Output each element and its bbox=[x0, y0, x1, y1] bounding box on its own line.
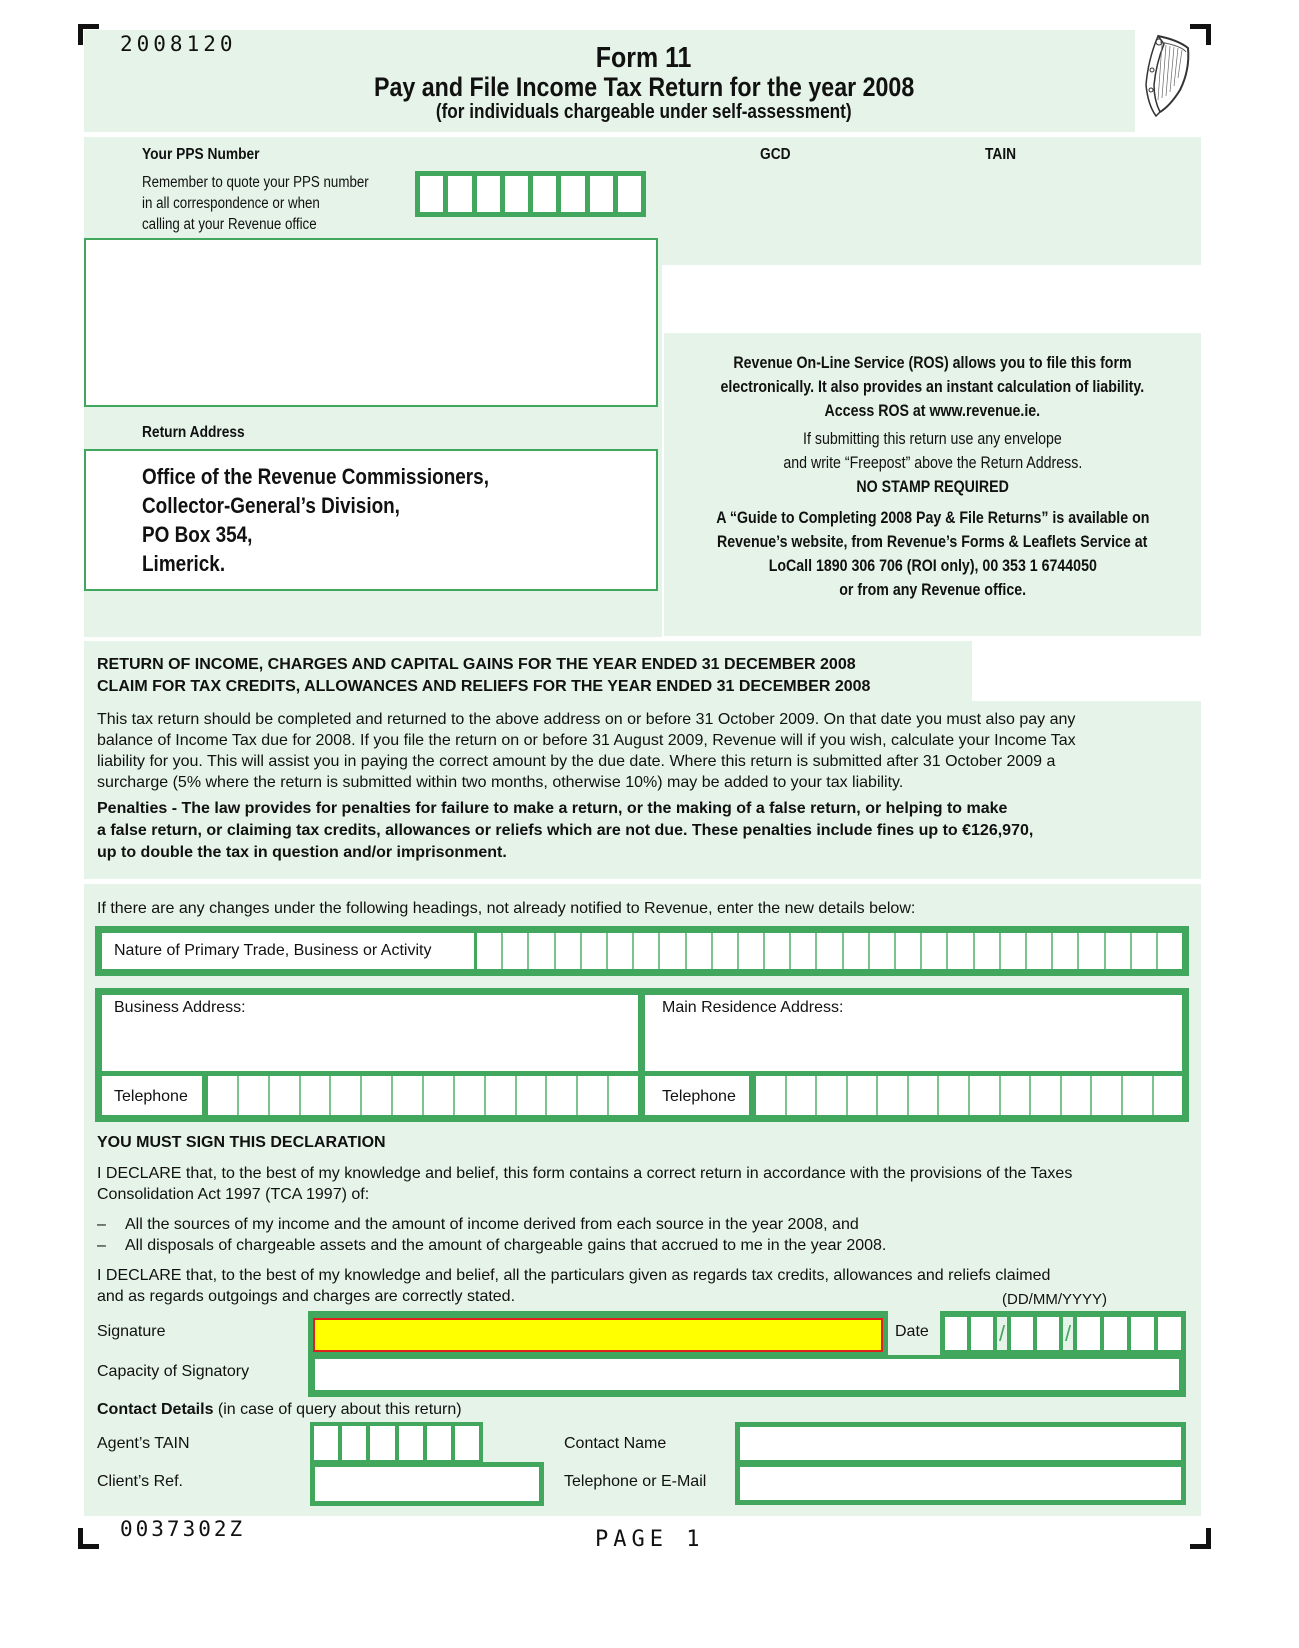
business-address-label: Business Address: bbox=[114, 999, 246, 1016]
character-cell[interactable] bbox=[331, 1076, 360, 1115]
character-cell[interactable] bbox=[239, 1076, 268, 1115]
form-code: 2008120 bbox=[120, 32, 237, 56]
character-cell[interactable] bbox=[909, 1076, 938, 1115]
character-cell[interactable] bbox=[634, 933, 658, 969]
character-cell[interactable] bbox=[370, 1426, 394, 1460]
trade-input[interactable] bbox=[477, 933, 1182, 969]
date-separator: / bbox=[997, 1317, 1007, 1350]
character-cell[interactable] bbox=[817, 933, 841, 969]
crop-mark-bottom-right bbox=[1190, 1528, 1211, 1549]
character-cell[interactable] bbox=[817, 1076, 846, 1115]
declaration-bullets bbox=[97, 1214, 886, 1256]
character-cell[interactable] bbox=[1106, 933, 1130, 969]
return-address-label: Return Address bbox=[142, 424, 245, 441]
envelope-info: If submitting this return use any envelope and write “Freepost” above the Return Address. bbox=[783, 430, 1082, 472]
character-cell[interactable] bbox=[945, 1317, 967, 1350]
character-cell[interactable] bbox=[1092, 1076, 1121, 1115]
character-cell[interactable] bbox=[517, 1076, 546, 1115]
character-cell[interactable] bbox=[1154, 1076, 1183, 1115]
character-cell[interactable] bbox=[1104, 1317, 1127, 1350]
character-cell[interactable] bbox=[660, 933, 684, 969]
residence-address-label: Main Residence Address: bbox=[662, 999, 844, 1016]
tain-label: TAIN bbox=[985, 146, 1017, 163]
residence-telephone-input[interactable] bbox=[756, 1076, 1182, 1115]
character-cell[interactable] bbox=[608, 933, 632, 969]
capacity-label: Capacity of Signatory bbox=[97, 1363, 250, 1380]
character-cell[interactable] bbox=[427, 1426, 451, 1460]
character-cell[interactable] bbox=[1031, 1076, 1060, 1115]
declaration-bullet: – All the sources of my income and the amount of income derived from each source in the year 2008, and bbox=[97, 1216, 859, 1233]
date-format-hint: (DD/MM/YYYY) bbox=[1002, 1291, 1107, 1308]
guide-info: A “Guide to Completing 2008 Pay & File Returns” is available on Revenue’s website, from Revenue’s Forms & Leaflets Service at LoCall 1890 306 706 (ROI only), 00 353 1 6744050 or from any Revenue office. bbox=[715, 509, 1150, 599]
character-cell[interactable] bbox=[1158, 1317, 1181, 1350]
character-cell[interactable] bbox=[609, 1076, 638, 1115]
penalties-notice: Penalties - The law provides for penalties for failure to make a return, or the making of a false return, or helping to make a false return, or claiming tax credits, allowances or reliefs which are not due. These penalties include fines up to €126,970, up to double the tax in question and/or imprisonment. bbox=[97, 800, 1034, 861]
character-cell[interactable] bbox=[486, 1076, 515, 1115]
character-cell[interactable] bbox=[301, 1076, 330, 1115]
character-cell[interactable] bbox=[590, 176, 613, 212]
date-day-input[interactable] bbox=[945, 1317, 993, 1350]
phone-email-label: Telephone or E-Mail bbox=[564, 1473, 707, 1490]
character-cell[interactable] bbox=[971, 1317, 993, 1350]
contact-name-label: Contact Name bbox=[564, 1435, 667, 1452]
character-cell[interactable] bbox=[399, 1426, 423, 1460]
character-cell[interactable] bbox=[342, 1426, 366, 1460]
agent-tain-label: Agent’s TAIN bbox=[97, 1435, 190, 1452]
character-cell[interactable] bbox=[1053, 933, 1077, 969]
character-cell[interactable] bbox=[844, 933, 868, 969]
declaration-para2: I DECLARE that, to the best of my knowledge and belief, all the particulars given as regards tax credits, allowances and reliefs claimed and as regards outgoings and charges are correctly stated. bbox=[97, 1267, 1051, 1305]
character-cell[interactable] bbox=[739, 933, 763, 969]
trade-label: Nature of Primary Trade, Business or Activity bbox=[102, 933, 474, 969]
form-subtitle: (for individuals chargeable under self-assessment) bbox=[436, 101, 852, 123]
business-telephone-label: Telephone bbox=[102, 1076, 202, 1115]
harp-crest-icon bbox=[1138, 30, 1194, 120]
character-cell[interactable] bbox=[1077, 1317, 1100, 1350]
return-address-lines: Office of the Revenue Commissioners, Collector-General’s Division, PO Box 354, Limerick. bbox=[142, 464, 489, 576]
notice-body: This tax return should be completed and returned to the above address on or before 31 October 2009. On that date you must also pay any balance of Income Tax due for 2008. If you file the return on or before 31 August 2009, Revenue will if you wish, calculate your Income Tax liability for you. This will assist you in paying the correct amount by the due date. Where this return is submitted after 31 October 2009 a surcharge (5% where the return is submitted within two months, otherwise 10%) may be added to your tax liability. bbox=[97, 711, 1076, 791]
residence-telephone-label: Telephone bbox=[645, 1076, 749, 1115]
character-cell[interactable] bbox=[582, 933, 606, 969]
character-cell[interactable] bbox=[1123, 1076, 1152, 1115]
character-cell[interactable] bbox=[561, 176, 584, 212]
character-cell[interactable] bbox=[1011, 1317, 1033, 1350]
character-cell[interactable] bbox=[455, 1076, 484, 1115]
phone-email-input[interactable] bbox=[735, 1462, 1186, 1505]
contact-name-input[interactable] bbox=[735, 1422, 1186, 1465]
signature-input[interactable] bbox=[313, 1318, 883, 1352]
declaration-heading: YOU MUST SIGN THIS DECLARATION bbox=[97, 1134, 386, 1151]
character-cell[interactable] bbox=[477, 933, 501, 969]
office-use-blank bbox=[664, 266, 1201, 332]
character-cell[interactable] bbox=[533, 176, 556, 212]
character-cell[interactable] bbox=[362, 1076, 391, 1115]
character-cell[interactable] bbox=[878, 1076, 907, 1115]
character-cell[interactable] bbox=[208, 1076, 237, 1115]
character-cell[interactable] bbox=[1131, 1317, 1154, 1350]
declaration-para1: I DECLARE that, to the best of my knowledge and belief, this form contains a correct return in accordance with the provisions of the Taxes Consolidation Act 1997 (TCA 1997) of: bbox=[97, 1165, 1073, 1203]
changes-intro: If there are any changes under the following headings, not already notified to Revenue, enter the new details below: bbox=[97, 900, 916, 917]
declaration-bullet: – All disposals of chargeable assets and the amount of chargeable gains that accrued to me in the year 2008. bbox=[97, 1237, 887, 1254]
character-cell[interactable] bbox=[848, 1076, 877, 1115]
client-ref-input[interactable] bbox=[310, 1462, 544, 1506]
character-cell[interactable] bbox=[756, 1076, 785, 1115]
date-separator: / bbox=[1063, 1317, 1073, 1350]
character-cell[interactable] bbox=[505, 176, 528, 212]
character-cell[interactable] bbox=[1001, 1076, 1030, 1115]
character-cell[interactable] bbox=[687, 933, 711, 969]
character-cell[interactable] bbox=[970, 1076, 999, 1115]
date-month-input[interactable] bbox=[1011, 1317, 1059, 1350]
character-cell[interactable] bbox=[393, 1076, 422, 1115]
character-cell[interactable] bbox=[420, 176, 443, 212]
character-cell[interactable] bbox=[713, 933, 737, 969]
notice-heading: RETURN OF INCOME, CHARGES AND CAPITAL GAINS FOR THE YEAR ENDED 31 DECEMBER 2008 CLAIM FOR TAX CREDITS, ALLOWANCES AND RELIEFS FOR THE YEAR ENDED 31 DECEMBER 2008 bbox=[97, 656, 871, 695]
character-cell[interactable] bbox=[1037, 1317, 1059, 1350]
character-cell[interactable] bbox=[1079, 933, 1103, 969]
character-cell[interactable] bbox=[503, 933, 527, 969]
character-cell[interactable] bbox=[975, 933, 999, 969]
business-telephone-input[interactable] bbox=[208, 1076, 638, 1115]
barcode-text: 0037302Z bbox=[120, 1517, 246, 1541]
form-number: Form 11 bbox=[596, 42, 692, 74]
character-cell[interactable] bbox=[455, 1426, 479, 1460]
character-cell[interactable] bbox=[791, 933, 815, 969]
character-cell[interactable] bbox=[1027, 933, 1051, 969]
character-cell[interactable] bbox=[547, 1076, 576, 1115]
character-cell[interactable] bbox=[765, 933, 789, 969]
character-cell[interactable] bbox=[477, 176, 500, 212]
character-cell[interactable] bbox=[578, 1076, 607, 1115]
character-cell[interactable] bbox=[448, 176, 471, 212]
character-cell[interactable] bbox=[270, 1076, 299, 1115]
gcd-label: GCD bbox=[760, 146, 791, 163]
pps-hint: Remember to quote your PPS number in all correspondence or when calling at your Revenue office bbox=[142, 174, 369, 233]
taxpayer-address-box[interactable] bbox=[84, 238, 658, 407]
signature-label: Signature bbox=[97, 1323, 166, 1340]
character-cell[interactable] bbox=[922, 933, 946, 969]
character-cell[interactable] bbox=[787, 1076, 816, 1115]
form-title: Pay and File Income Tax Return for the year 2008 bbox=[373, 72, 915, 102]
character-cell[interactable] bbox=[948, 933, 972, 969]
date-label: Date bbox=[895, 1323, 929, 1340]
ros-info: Revenue On-Line Service (ROS) allows you to file this form electronically. It also provides an instant calculation of liability. Access ROS at www.revenue.ie. bbox=[720, 354, 1145, 420]
character-cell[interactable] bbox=[896, 933, 920, 969]
page-number: PAGE 1 bbox=[595, 1527, 705, 1552]
character-cell[interactable] bbox=[870, 933, 894, 969]
character-cell[interactable] bbox=[314, 1426, 338, 1460]
contact-heading: Contact Details (in case of query about this return) bbox=[97, 1401, 462, 1418]
crop-mark-bottom-left bbox=[78, 1528, 99, 1549]
pps-label: Your PPS Number bbox=[142, 146, 260, 163]
character-cell[interactable] bbox=[529, 933, 553, 969]
date-year-input[interactable] bbox=[1077, 1317, 1181, 1350]
character-cell[interactable] bbox=[939, 1076, 968, 1115]
character-cell[interactable] bbox=[1132, 933, 1156, 969]
character-cell[interactable] bbox=[1001, 933, 1025, 969]
character-cell[interactable] bbox=[618, 176, 641, 212]
agent-tain-input[interactable] bbox=[310, 1422, 483, 1464]
character-cell[interactable] bbox=[424, 1076, 453, 1115]
character-cell[interactable] bbox=[556, 933, 580, 969]
pps-number-input[interactable] bbox=[415, 171, 646, 217]
character-cell[interactable] bbox=[1158, 933, 1182, 969]
character-cell[interactable] bbox=[1062, 1076, 1091, 1115]
capacity-input[interactable] bbox=[315, 1359, 1179, 1390]
client-ref-label: Client’s Ref. bbox=[97, 1473, 183, 1490]
no-stamp-notice: NO STAMP REQUIRED bbox=[856, 478, 1009, 496]
